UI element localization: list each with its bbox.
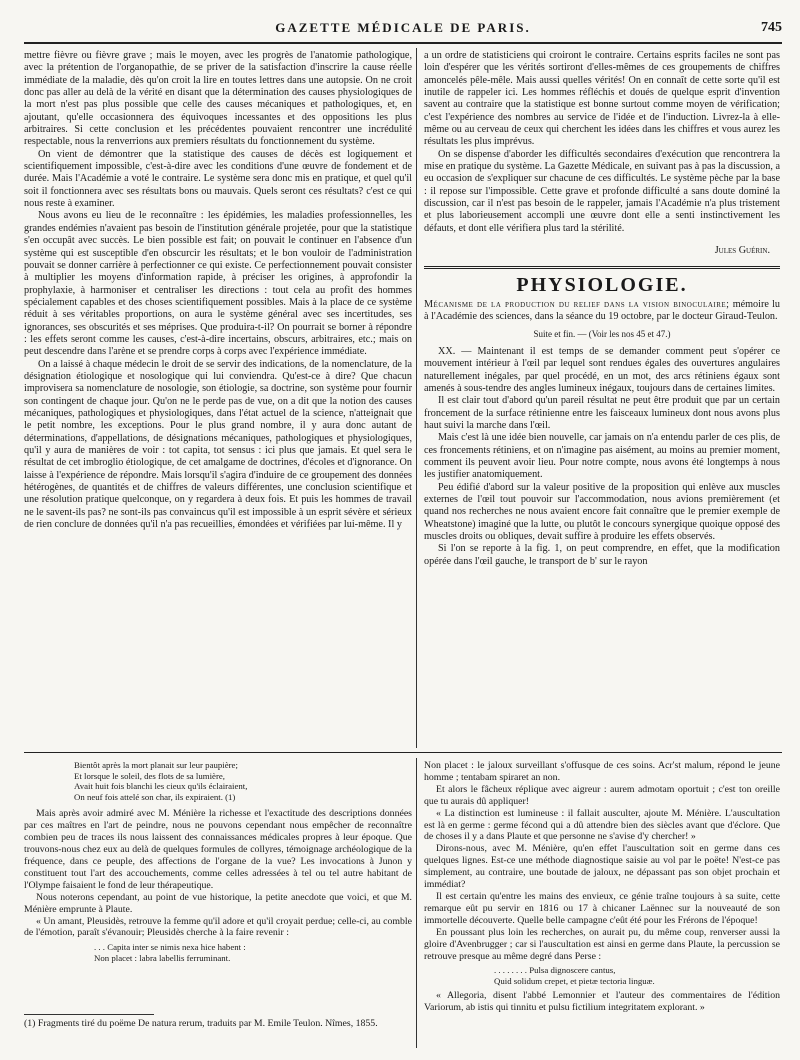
page-header [24,18,782,44]
paragraph: Peu édifié d'abord sur la valeur positive de la proposition qui enlève aux muscles externes de l'œil tout pouvoir sur l'accommodation, nous avions premièrement (et quand nos recherches ne nous avaient encore fait connaître que le premier exemple de Wheatstone) imaginé que la lutte, ou plutôt le concours synergique quoique opposé des muscles droits ou obliques, devait suffire à produire les effets observés. [424,481,780,543]
paragraph: mettre fièvre ou fièvre grave ; mais le moyen, avec les progrès de l'anatomie pathologique, avec la prétention de l'organopathie, de se priver de la satisfaction d'inscrire la cause réelle immédiate de la maladie, dès qu'on croit la lire en toutes lettres dans une autopsie. On ne croit donc pas aller au delà de la vérité en disant que la détermination des causes physiologiques de la mort n'est pas plus possible que celle des causes mécaniques et pathologiques, et, en ajoutant, qu'elle occasionnera des équivoques incessantes et des oppositions les plus arbitraires. Si cette conclusion et les précédentes pouvaient rencontrer une incrédulité respectable, nous la renverrions aux premiers résultats du fonctionnement du système. [24,50,412,148]
latin-verse-block [94,942,412,963]
verse-line: . . . Capita inter se nimis nexa hice habent : [94,942,246,953]
footnote: (1) Fragments tiré du poëme De natura rerum, traduits par M. Emile Teulon. Nîmes, 1855. [24,1018,378,1029]
paragraph: Et alors le fâcheux réplique avec aigreur : aurem admotam oportuit ; c'est ton oreille que tu aurais dû appliquer! [424,783,780,807]
paragraph: Il est certain qu'entre les mains des envieux, ce génie traîne toujours à sa suite, cette remarque eût pu servir en 1816 ou 17 à chicaner Laënnec sur la nouveauté de son immortelle découverte. Quelle belle campagne c'eût été pour les Frérons de l'époque! [424,890,780,926]
article-title [424,299,780,324]
paragraph: Mais après avoir admiré avec M. Ménière la richesse et l'exactitude des descriptions données par ces maîtres en l'art de peindre, nous ne pouvons cependant nous empêcher de reconnaître combien peu de traces ils nous laissent des connaissances médicales propres à leur époque. Que trouvons-nous chez eux au delà de quelques formules de collyres, témoignage archéologique de la fréquence, dans ce peuple, des affections de l'organe de la vue? Les invocations à Junon y constituent tout l'art des accouchements, comme celles adressées à tel ou tel autre habitant de l'Olympe faisaient le fond de leur thérapeutique. [24,808,412,891]
feuilleton-separator [24,752,782,753]
verse-line: Quid solidum crepet, et pietæ tectoria linguæ. [494,976,655,986]
feuilleton-left-column [24,760,412,1010]
footnote-rule [24,1014,154,1015]
verse-line: Avait huit fois blanchi les cieux qu'ils éclairaient, [74,781,248,792]
section-title: PHYSIOLOGIE. [516,273,688,296]
verse-block [74,760,412,802]
paragraph: Il est clair tout d'abord qu'un pareil résultat ne peut être produit que par un certain froncement de la surface rétinienne entre les faisceaux lumineux dont nous avons plus haut suivi la marche dans l'œil. [424,395,780,431]
author-signature: Jules Guérin. [714,245,770,257]
paragraph: Si l'on se reporte à la fig. 1, on peut comprendre, en effet, que la modification opérée dans l'œil gauche, le transport de b' sur le rayon [424,543,780,567]
article-title-caps: Mécanisme de la production du relief dans la vision binoculaire; [424,298,730,310]
section-rule [424,266,780,269]
article-title-rest: mémoire lu à l'Académie des sciences, dans la séance du 19 octobre, par le docteur Giraud-Teulon. [424,298,780,323]
paragraph: Nous noterons cependant, au point de vue historique, la petite anecdote que voici, et que M. Ménière emprunte à Plaute. [24,891,412,915]
verse-line: On neuf fois attelé son char, ils expiraient. (1) [74,791,236,802]
paragraph: « Allegoria, disent l'abbé Lemonnier et l'auteur des commentaires de l'édition Variorum, ab istis qui tinnitu et pulsu fictilium integritatem explorant. » [424,989,780,1013]
paragraph: On a laissé à chaque médecin le droit de se servir des indications, de la nomenclature, de la désignation étiologique et nosologique qui lui conviendra. Qu'est-ce à dire? Que chacun improvisera sa nomenclature de nosologie, son étiologie, sa doctrine, son système pour fournir son contingent de chaque jour. Qu'on ne le perde pas de vue, on a dit que la notion des causes mécaniques, pathologiques et physiologiques, dans l'état actuel de la science, n'atteignait que le petit nombre, les exceptions. Pour le plus grand nombre, il y aura donc autant de déterminations, d'appellations, de désignations mécaniques, pathologiques et physiologiques, qu'il y aura de manières de voir : tot capita, tot sensus : ici plus que jamais. Et quel sera le résultat de cet imbroglio étiologique, de cet amalgame de doctrines, d'écoles et d'ignorance. On laisse à l'expérience de répondre. Mais lorsqu'il s'agira d'induire de ce groupement des données hétérogènes, de quantités et de chiffres de valeurs différentes, une conclusion scientifique et une résolution pratique quelconque, on y regardera à deux fois. Et puis les hommes de travail ne le savent-ils pas? ne sont-ils pas convaincus qu'il est impossible à un esprit sévère et sérieux de rien conclure de données qu'il n'a pas recueillies, émondées et vérifiées par lui-même. Il y [24,358,412,531]
paragraph: Nous avons eu lieu de le reconnaître : les épidémies, les maladies professionnelles, les grandes endémies n'avaient pas besoin de l'institution générale projetée, pour que la statistique s'en occupât avec succès. Le bien possible est fait; on pouvait le continuer en l'absence d'un système qui est susceptible d'en obscurcir les résultats; et le bon vouloir de l'administration pouvait se donner carrière à perfectionner ce qui existe. Ce perfectionnement pouvait consister à multiplier les moyens d'information rapide, à préciser les origines, à approfondir la prophylaxie, à harmoniser et centraliser les directions : tout cela au profit des hommes spécialement capables et des choses scientifiquement possibles. Mais à la place de ce système réduit à ses véritables proportions, on aura le système général avec ses incertitudes, ses ignorances, ses obscurités et ses méprises. Que produira-t-il? On pourrait se borner à répondre : les effets seront comme les causes, c'est-à-dire incertains, obscurs, arbitraires, etc.; mais on peut descendre dans l'arène et se prendre corps à corps avec l'expérience immédiate. [24,210,412,358]
paragraph: Dirons-nous, avec M. Ménière, qu'en effet l'auscultation soit en germe dans ces quelques lignes. Est-ce une méthode diagnostique saisie au vol par le poëte! N'est-ce pas simplement, au contraire, une boutade de jaloux, ne dépassant pas son objet prochain et immédiat? [424,843,780,891]
left-column [24,50,412,748]
right-column [424,50,780,748]
paragraph: Mais c'est là une idée bien nouvelle, car jamais on n'a entendu parler de ces plis, de ces froncements rétiniens, et on n'imagine pas aisément, au moins au premier moment, comment ils peuvent avoir lieu. Pour notre compte, nous avons été longtemps à nous les justifier anatomiquement. [424,432,780,481]
paragraph: « Un amant, Pleusidès, retrouve la femme qu'il adore et qu'il croyait perdue; celle-ci, au comble de l'émotion, paraît s'évanouir; Pleusidès cherche à la faire revenir : [24,915,412,939]
column-divider [416,48,417,748]
verse-line: Non placet : labra labellis ferruminant. [94,952,231,963]
verse-line: . . . . . . . . Pulsa dignoscere cantus, [494,965,616,976]
feuilleton-right-column [424,760,780,1046]
paragraph: On se dispense d'aborder les difficultés secondaires d'exécution que rencontrera la mise en pratique du système. La Gazette Médicale, en suivant pas à pas la discussion, a eu occasion de s'expliquer sur chacune de ces difficultés. Le système pèche par la base : il repose sur l'impossible. Cette grave et profonde difficulté a sans doute dominé la discussion, car il n'est pas besoin de le rappeler, jamais l'Académie n'a plus tristement et plus laborieusement accompli une œuvre dont elle a senti instinctivement les défauts, et dont elle vérifiera plus tard la stérilité. [424,148,780,234]
feuilleton-column-divider [416,758,417,1048]
journal-title: GAZETTE MÉDICALE DE PARIS. [275,20,531,35]
page-number: 745 [761,20,782,35]
continuation-note: Suite et fin. — (Voir les nos 45 et 47.) [533,328,671,339]
latin-verse-block [494,965,780,986]
paragraph: Non placet : le jaloux surveillant s'offusque de ces soins. Acr'st malum, répond le jeune homme ; tentabam spiraret an non. [424,760,780,783]
paragraph: a un ordre de statisticiens qui croiront le contraire. Certains esprits faciles ne sont pas loin d'espérer que les vérités sortiront d'elles-mêmes de ces groupements de chiffres amoncelés pêle-mêle. Mais aussi quelles vérités! On en connaît de cette sorte qu'il est inutile de rappeler ici. Les hommes réfléchis et doués de quelque esprit d'invention savent au contraire que la statistique est bonne surtout comme moyen de vérification; c'est l'expérience des nombres au service de l'idée et de l'induction. Livrez-la à elle-même ou au cerveau de ceux qui cherchent les idées dans les chiffres et vous aurez les résultats les plus imprévus. [424,50,780,148]
paragraph: On vient de démontrer que la statistique des causes de décès est logiquement et scientifiquement impossible, c'est-à-dire avec les conditions d'une œuvre de fondement et de durée. Mais l'Académie a voté le contraire. Le système sera donc mis en pratique, et quel qu'il soit il fonctionnera avec ses résultats bons ou mauvais. Quels seront ces résultats? c'est ce qui nous reste à examiner. [24,148,412,210]
verse-line: Bientôt après la mort planait sur leur paupière; [74,760,238,770]
verse-line: Et lorsque le soleil, des flots de sa lumière, [74,770,225,781]
paragraph: En poussant plus loin les recherches, on aurait pu, du même coup, renverser aussi la gloire d'Avenbrugger ; car si l'auscultation est ainsi en germe dans Plaute, la percussion se retrouve presque au même degré dans Perse : [424,926,780,962]
paragraph: « La distinction est lumineuse : il fallait ausculter, ajoute M. Ménière. L'auscultation est là en germe : germe fécond qui a dû attendre bien des siècles avant que d'éclore. Que de choses il y a dans Plaute et que personne ne s'avise d'y chercher! » [424,807,780,843]
paragraph: XX. — Maintenant il est temps de se demander comment peut s'opérer ce mouvement intérieur à l'œil par lequel sont rendues égales des ouvertures angulaires naturellement inégales, par quel procédé, en un mot, des arcs rétiniens égaux sont amenés à sous-tendre des angles lumineux inégaux, toujours dans de certaines limites. [424,345,780,394]
